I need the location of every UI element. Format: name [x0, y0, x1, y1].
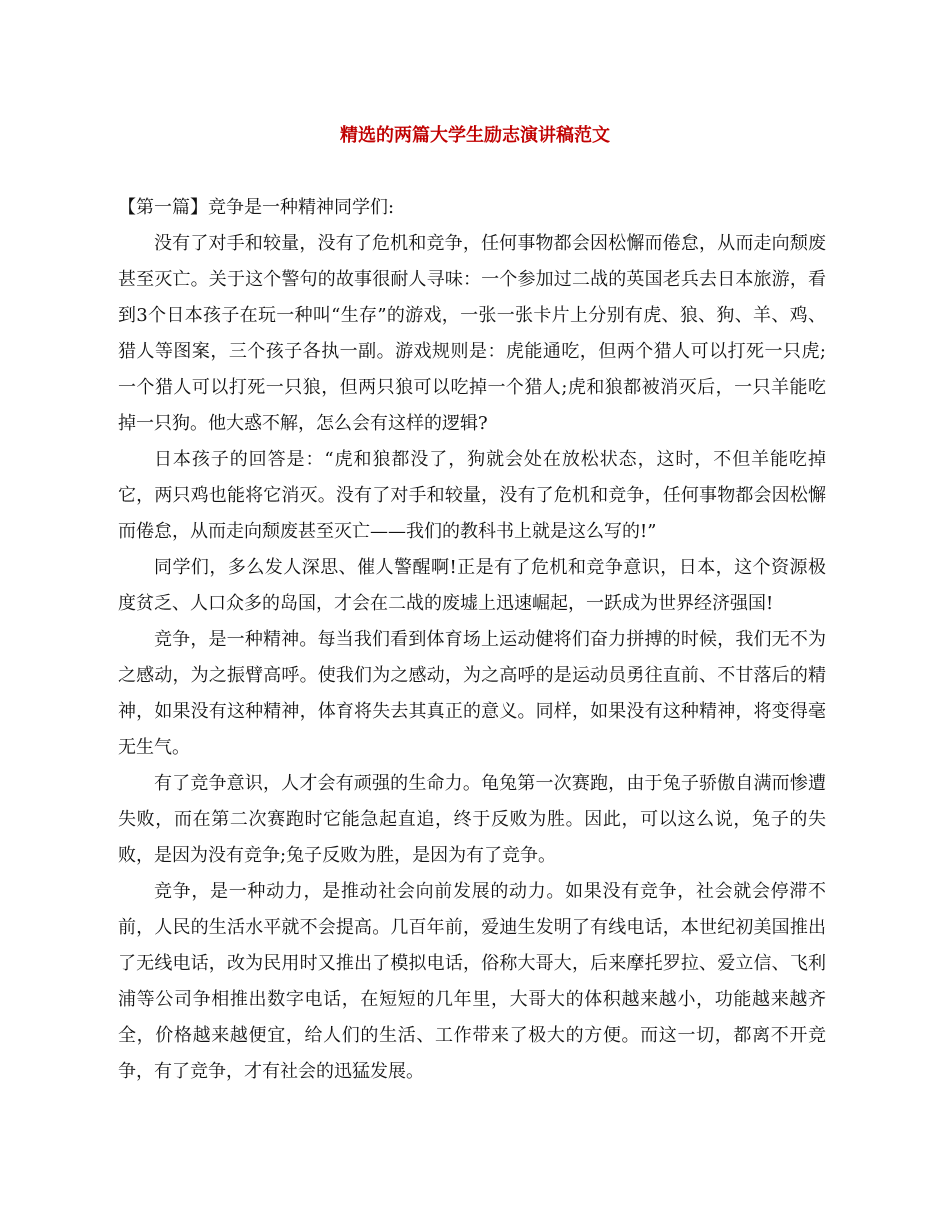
- paragraph: 没有了对手和较量，没有了危机和竞争，任何事物都会因松懈而倦怠，从而走向颓废甚至灭亡。关于这个警句的故事很耐人寻味：一个参加过二战的英国老兵去日本旅游，看到3个日本孩子在玩一种叫“生存”的游戏，一张一张卡片上分别有虎、狼、狗、羊、鸡、猎人等图案，三个孩子各执一副。游戏规则是：虎能通吃，但两个猎人可以打死一只虎;一个猎人可以打死一只狼，但两只狼可以吃掉一个猎人;虎和狼都被消灭后，一只羊能吃掉一只狗。他大惑不解，怎么会有这样的逻辑?: [118, 233, 826, 434]
- paragraph: 竞争，是一种动力，是推动社会向前发展的动力。如果没有竞争，社会就会停滞不前，人民的生活水平就不会提高。几百年前，爱迪生发明了有线电话，本世纪初美国推出了无线电话，改为民用时又推出了模拟电话，俗称大哥大，后来摩托罗拉、爱立信、飞利浦等公司争相推出数字电话，在短短的几年里，大哥大的体积越来越小，功能越来越齐全，价格越来越便宜，给人们的生活、工作带来了极大的方便。而这一切，都离不开竞争，有了竞争，才有社会的迅猛发展。: [118, 881, 826, 1082]
- paragraph: 有了竞争意识，人才会有顽强的生命力。龟兔第一次赛跑，由于兔子骄傲自满而惨遭失败，而在第二次赛跑时它能急起直追，终于反败为胜。因此，可以这么说，兔子的失败，是因为没有竞争;兔子反败为胜，是因为有了竞争。: [118, 773, 826, 866]
- paragraph: 日本孩子的回答是：“虎和狼都没了，狗就会处在放松状态，这时，不但羊能吃掉它，两只鸡也能将它消灭。没有了对手和较量，没有了危机和竞争，任何事物都会因松懈而倦怠，从而走向颓废甚至灭亡——我们的教科书上就是这么写的!”: [118, 449, 826, 542]
- paragraph: 竞争，是一种精神。每当我们看到体育场上运动健将们奋力拼搏的时候，我们无不为之感动，为之振臂高呼。使我们为之感动，为之高呼的是运动员勇往直前、不甘落后的精神，如果没有这种精神，体育将失去其真正的意义。同样，如果没有这种精神，将变得毫无生气。: [118, 629, 826, 758]
- section-heading: 【第一篇】竞争是一种精神同学们:: [118, 197, 395, 218]
- paragraph: 同学们，多么发人深思、催人警醒啊!正是有了危机和竞争意识，日本，这个资源极度贫乏、人口众多的岛国，才会在二战的废墟上迅速崛起，一跃成为世界经济强国!: [118, 557, 826, 614]
- document-title: 精选的两篇大学生励志演讲稿范文: [340, 125, 610, 146]
- document-body: [118, 190, 826, 1090]
